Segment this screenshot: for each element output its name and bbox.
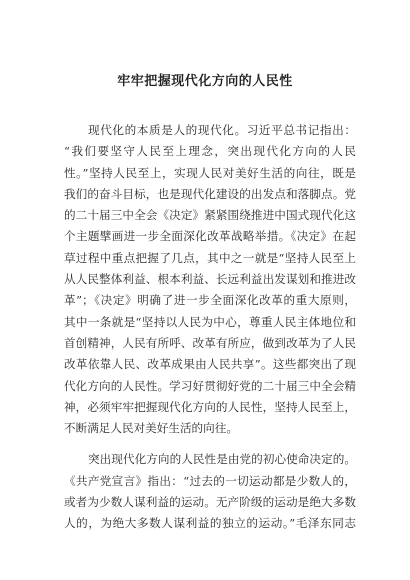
- document-body: [64, 120, 356, 535]
- text-line: 神，必须牢牢把握现代化方向的人民性，坚持人民至上，: [64, 399, 356, 414]
- text-line: 其中一条就是“坚持以人民为中心，尊重人民主体地位和: [64, 314, 356, 329]
- paragraph-2: [64, 449, 356, 534]
- text-line: 《共产党宣言》指出：“过去的一切运动都是少数人的，: [64, 473, 356, 488]
- text-line: 个主题擘画进一步全面深化改革战略举措。《决定》在起: [64, 229, 356, 244]
- text-line: 改革依靠人民、改革成果由人民共享”。这些都突出了现: [64, 357, 356, 372]
- paragraph-spacer: [64, 439, 356, 449]
- text-line: 草过程中重点把握了几点，其中之一就是“坚持人民至上: [64, 250, 356, 265]
- text-line: 首创精神，人民有所呼、改革有所应，做到改革为了人民: [64, 335, 356, 350]
- text-line: 人的，为绝大多数人谋利益的独立的运动。”毛泽东同志: [64, 516, 356, 531]
- document-title: 牢牢把握现代化方向的人民性: [117, 74, 293, 89]
- text-line: 革”；《决定》明确了进一步全面深化改革的重大原则，: [64, 293, 356, 308]
- text-line: 我们的奋斗目标，也是现代化建设的出发点和落脚点。党: [64, 186, 356, 201]
- text-line: “我们要坚守人民至上理念，突出现代化方向的人民: [64, 144, 356, 159]
- text-line: 不断满足人民对美好生活的向往。: [64, 421, 238, 436]
- text-line: 或者为少数人谋利益的运动。无产阶级的运动是绝大多数: [64, 495, 356, 510]
- text-line: 突出现代化方向的人民性是由党的初心使命决定的。: [88, 452, 356, 467]
- text-line: 现代化的本质是人的现代化。习近平总书记指出：: [88, 123, 356, 137]
- text-line: 的二十届三中全会《决定》紧紧围绕推进中国式现代化这: [64, 208, 356, 223]
- text-line: 代化方向的人民性。学习好贯彻好党的二十届三中全会精: [64, 378, 356, 393]
- paragraph-1: [64, 120, 356, 439]
- text-line: 从人民整体利益、根本利益、长远利益出发谋划和推进改: [64, 272, 356, 287]
- text-line: 性。”坚持人民至上，实现人民对美好生活的向往，既是: [64, 165, 356, 180]
